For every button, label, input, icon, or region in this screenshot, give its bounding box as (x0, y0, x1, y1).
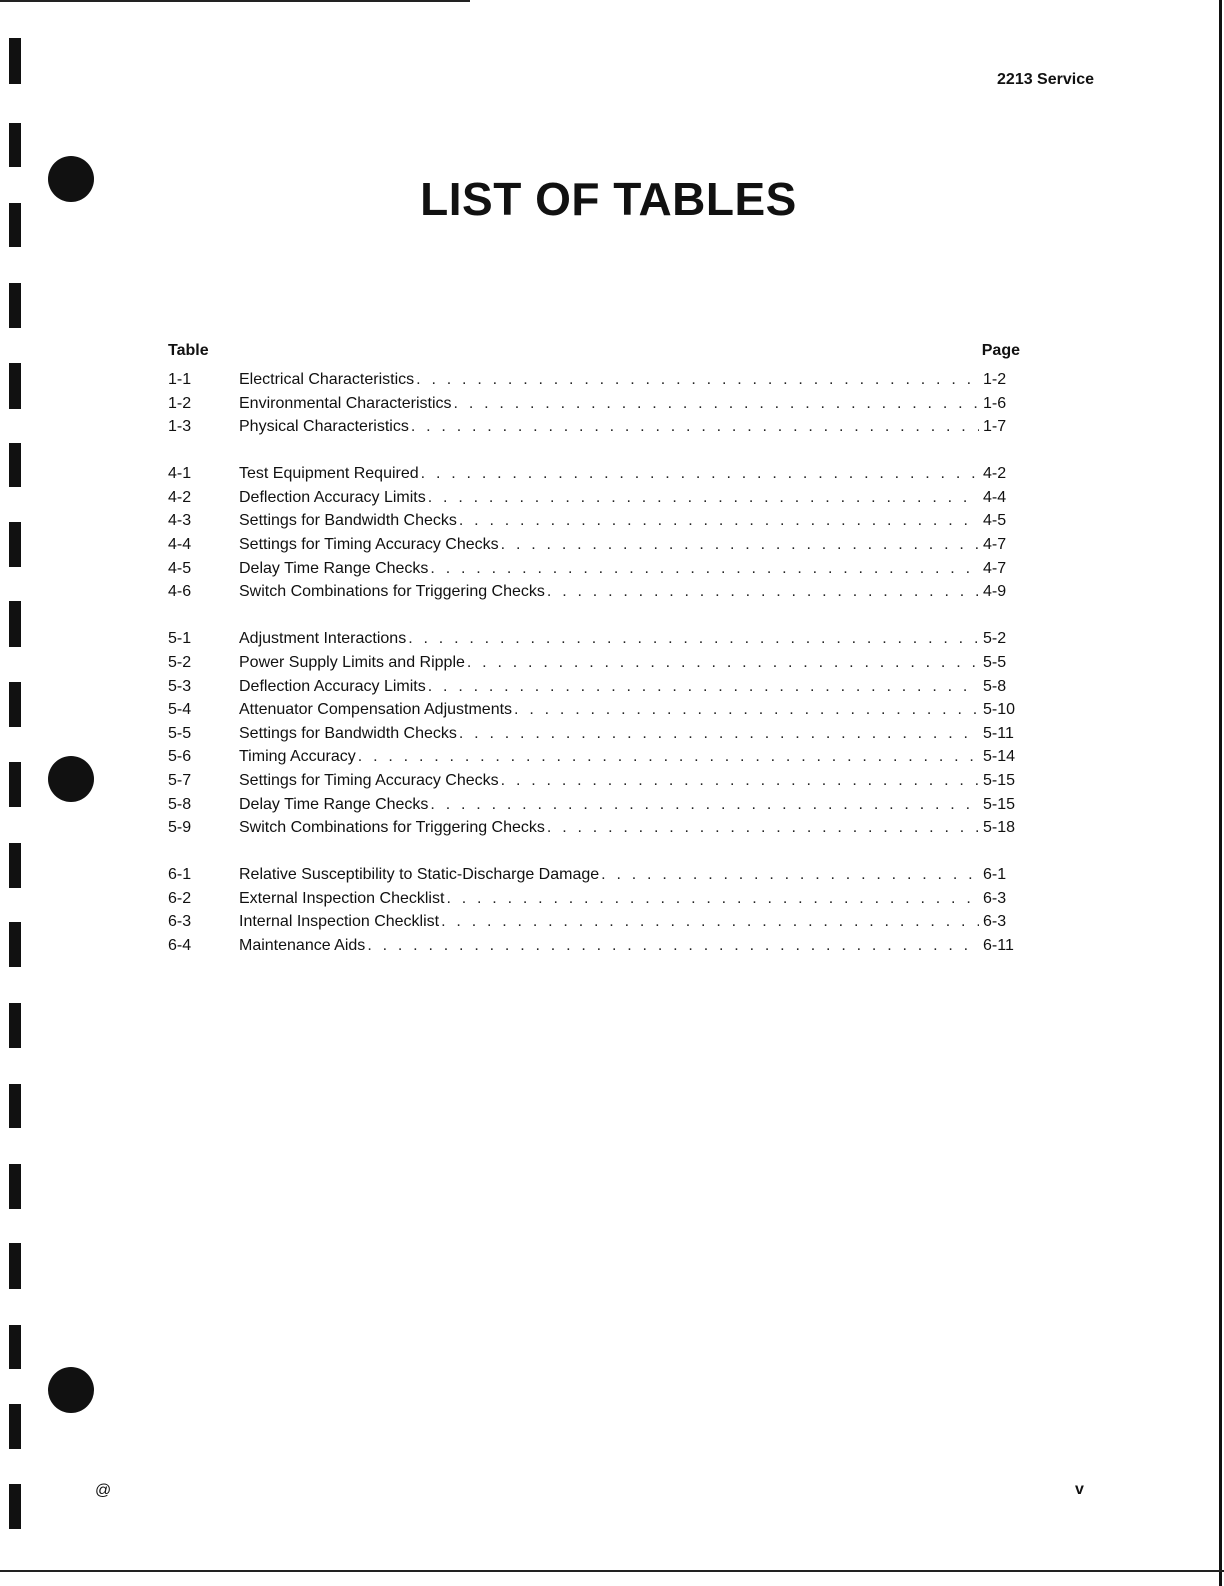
table-number: 6-2 (168, 889, 192, 907)
list-item[interactable] (168, 937, 1023, 961)
table-number: 6-3 (168, 913, 192, 931)
table-number: 4-5 (168, 559, 192, 577)
table-title: Settings for Timing Accuracy Checks (239, 536, 499, 554)
page-ref: 6-3 (983, 889, 1007, 907)
margin-bar (9, 363, 21, 409)
page-ref: 5-11 (983, 724, 1014, 742)
table-group-1 (168, 371, 1023, 442)
table-title: Timing Accuracy (239, 748, 356, 766)
list-item[interactable] (168, 678, 1023, 702)
table-title: Adjustment Interactions (239, 630, 407, 648)
table-title: Attenuator Compensation Adjustments (239, 701, 513, 719)
page-column-header: Page (981, 342, 1020, 359)
page-ref: 4-7 (983, 559, 1007, 577)
table-number: 6-1 (168, 866, 192, 884)
list-item[interactable] (168, 536, 1023, 560)
page-ref: 5-5 (983, 653, 1007, 671)
table-number: 5-6 (168, 748, 192, 766)
table-title: External Inspection Checklist (239, 889, 445, 907)
dot-leader (446, 890, 979, 908)
list-item[interactable] (168, 796, 1023, 820)
scan-bottom-edge (0, 1570, 1224, 1572)
margin-bar (9, 601, 21, 647)
list-item[interactable] (168, 701, 1023, 725)
margin-bar (9, 1484, 21, 1529)
table-title: Delay Time Range Checks (239, 559, 429, 577)
list-item[interactable] (168, 371, 1023, 395)
list-item[interactable] (168, 512, 1023, 536)
table-title: Settings for Bandwidth Checks (239, 512, 457, 530)
page-ref: 6-11 (983, 936, 1014, 954)
margin-bar (9, 1243, 21, 1289)
list-item[interactable] (168, 772, 1023, 796)
manual-header: 2213 Service (997, 71, 1094, 88)
list-item[interactable] (168, 465, 1023, 489)
dot-leader (428, 489, 979, 507)
table-column-header: Table (168, 342, 209, 359)
table-title: Environmental Characteristics (239, 394, 452, 412)
dot-leader (454, 395, 979, 413)
margin-bar (9, 1404, 21, 1449)
margin-bar (9, 1003, 21, 1048)
list-item[interactable] (168, 913, 1023, 937)
list-item[interactable] (168, 418, 1023, 442)
table-group-5 (168, 630, 1023, 842)
table-title: Power Supply Limits and Ripple (239, 653, 465, 671)
table-number: 6-4 (168, 936, 192, 954)
margin-bar (9, 1164, 21, 1209)
dot-leader (459, 725, 979, 743)
list-item[interactable] (168, 583, 1023, 607)
list-item[interactable] (168, 890, 1023, 914)
dot-leader (408, 630, 979, 648)
dot-leader (421, 465, 979, 483)
dot-leader (428, 678, 979, 696)
list-of-tables (168, 342, 1023, 984)
page-ref: 4-5 (983, 512, 1007, 530)
dot-leader (547, 583, 979, 601)
list-item[interactable] (168, 725, 1023, 749)
page-number: v (1075, 1481, 1084, 1498)
page-ref: 5-8 (983, 677, 1007, 695)
table-title: Internal Inspection Checklist (239, 913, 440, 931)
page-ref: 5-18 (983, 819, 1016, 837)
table-title: Physical Characteristics (239, 418, 409, 436)
table-group-6 (168, 866, 1023, 960)
column-headers (168, 342, 1023, 371)
table-title: Electrical Characteristics (239, 371, 415, 388)
dot-leader (501, 772, 979, 790)
margin-bar (9, 682, 21, 727)
table-number: 5-4 (168, 701, 192, 719)
table-title: Settings for Timing Accuracy Checks (239, 771, 499, 789)
margin-bar (9, 522, 21, 567)
list-item[interactable] (168, 395, 1023, 419)
table-number: 5-2 (168, 653, 192, 671)
page-ref: 5-14 (983, 748, 1016, 766)
dot-leader (601, 866, 979, 884)
margin-bar (9, 1325, 21, 1369)
margin-bar (9, 443, 21, 487)
table-number: 4-3 (168, 512, 192, 530)
table-number: 1-3 (168, 418, 192, 436)
table-number: 1-2 (168, 394, 192, 412)
dot-leader (416, 371, 979, 389)
list-item[interactable] (168, 489, 1023, 513)
table-number: 4-4 (168, 536, 192, 554)
table-number: 4-2 (168, 488, 192, 506)
margin-bar (9, 38, 21, 84)
page-ref: 1-7 (983, 418, 1007, 436)
dot-leader (547, 819, 979, 837)
margin-bar (9, 843, 21, 888)
table-number: 5-7 (168, 771, 192, 789)
table-number: 5-9 (168, 819, 192, 837)
page-ref: 6-3 (983, 913, 1007, 931)
page-ref: 4-7 (983, 536, 1007, 554)
page-ref: 1-2 (983, 371, 1007, 388)
table-title: Maintenance Aids (239, 936, 366, 954)
table-title: Test Equipment Required (239, 465, 419, 483)
table-title: Relative Susceptibility to Static-Discharge Damage (239, 866, 600, 884)
footer-mark: @ (95, 1482, 112, 1499)
page-ref: 5-15 (983, 771, 1016, 789)
table-number: 1-1 (168, 371, 192, 388)
dot-leader (441, 913, 979, 931)
page-ref: 5-15 (983, 795, 1016, 813)
margin-bar (9, 1084, 21, 1128)
list-item[interactable] (168, 748, 1023, 772)
dot-leader (467, 654, 979, 672)
binder-hole (48, 1367, 94, 1413)
page-ref: 5-2 (983, 630, 1007, 648)
page-ref: 4-4 (983, 488, 1007, 506)
table-number: 5-5 (168, 724, 192, 742)
page-ref: 5-10 (983, 701, 1016, 719)
list-item[interactable] (168, 630, 1023, 654)
table-title: Switch Combinations for Triggering Checks (239, 583, 545, 601)
dot-leader (430, 560, 979, 578)
dot-leader (358, 748, 979, 766)
list-item[interactable] (168, 819, 1023, 843)
page-ref: 1-6 (983, 394, 1007, 412)
dot-leader (501, 536, 979, 554)
list-item[interactable] (168, 654, 1023, 678)
page-ref: 4-9 (983, 583, 1007, 601)
scan-top-rule (0, 0, 470, 2)
table-title: Delay Time Range Checks (239, 795, 429, 813)
table-group-4 (168, 465, 1023, 607)
table-number: 5-8 (168, 795, 192, 813)
table-title: Deflection Accuracy Limits (239, 488, 426, 506)
dot-leader (411, 418, 979, 436)
margin-bar (9, 283, 21, 328)
margin-bar (9, 762, 21, 807)
page-title (0, 172, 1224, 226)
table-number: 5-3 (168, 677, 192, 695)
margin-bar (9, 123, 21, 167)
dot-leader (514, 701, 979, 719)
table-number: 5-1 (168, 630, 192, 648)
list-item[interactable] (168, 560, 1023, 584)
table-title: Switch Combinations for Triggering Checks (239, 819, 545, 837)
dot-leader (367, 937, 979, 955)
page-ref: 6-1 (983, 866, 1007, 884)
page-title-text: LIST OF TABLES (420, 173, 797, 225)
table-title: Settings for Bandwidth Checks (239, 724, 457, 742)
list-item[interactable] (168, 866, 1023, 890)
binder-hole (48, 756, 94, 802)
page-ref: 4-2 (983, 465, 1007, 483)
table-title: Deflection Accuracy Limits (239, 677, 426, 695)
table-number: 4-1 (168, 465, 192, 483)
dot-leader (430, 796, 979, 814)
margin-bar (9, 922, 21, 967)
dot-leader (459, 512, 979, 530)
table-number: 4-6 (168, 583, 192, 601)
scan-right-edge (1219, 0, 1222, 1586)
